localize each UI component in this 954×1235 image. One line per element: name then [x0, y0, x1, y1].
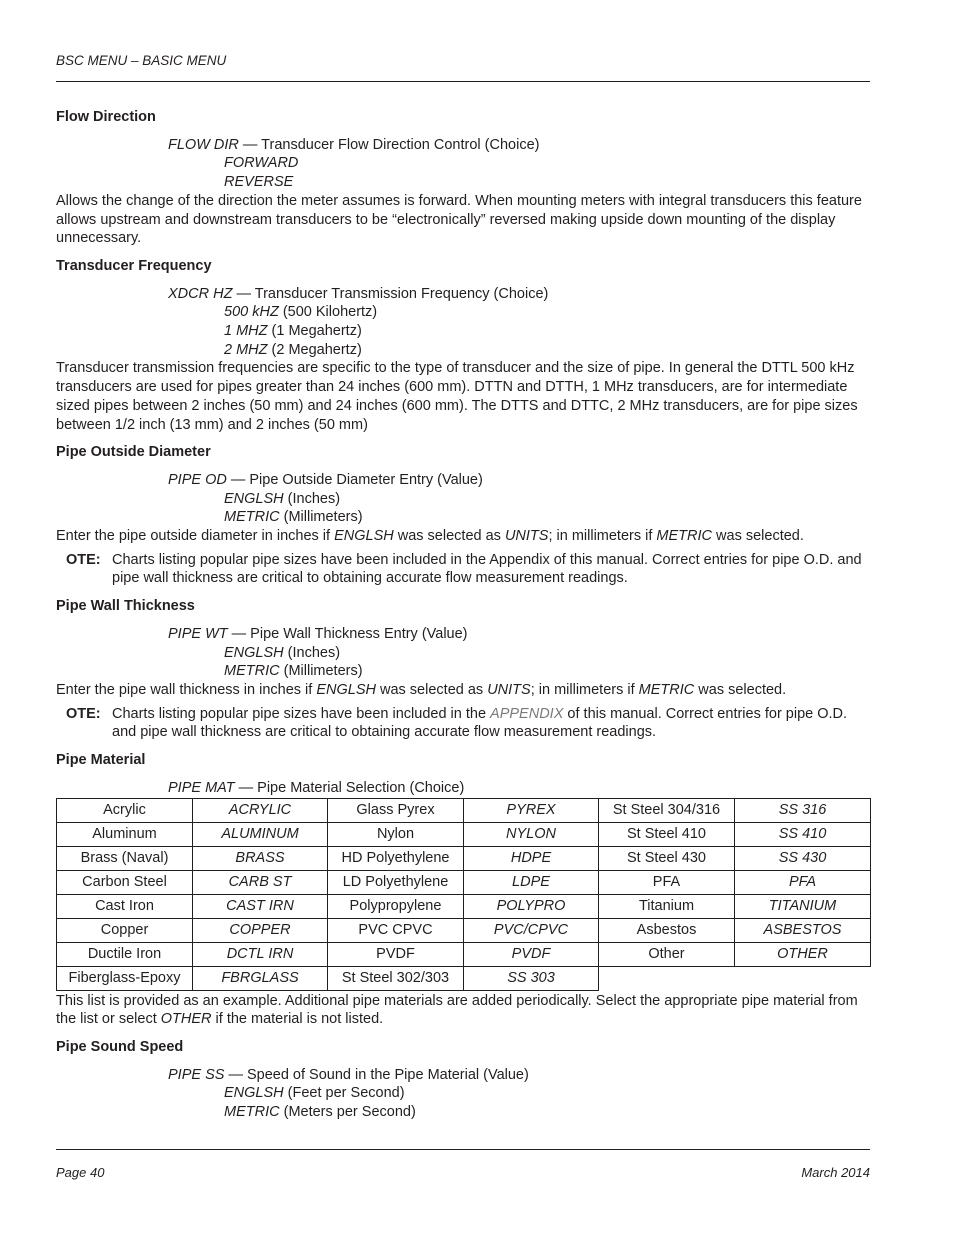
material-name-cell: Brass (Naval) [57, 846, 193, 870]
material-code-cell: SS 316 [735, 798, 871, 822]
menu-description: — Pipe Wall Thickness Entry (Value) [227, 625, 468, 642]
material-code-cell: LDPE [464, 870, 599, 894]
material-name-cell: Nylon [328, 822, 464, 846]
material-code-cell [735, 966, 871, 990]
option-code: 2 MHZ [224, 341, 268, 358]
menu-entry [168, 625, 870, 644]
running-header: BSC MENU – BASIC MENU [56, 53, 227, 68]
option-description: (Millimeters) [279, 663, 363, 680]
section-body: Allows the change of the direction the meter assumes is forward. When mounting meters with integral transducers this feature allows upstream and downstream transducers to be “electronically” reversed making upside down mounting of the display unnecessary. [56, 192, 862, 247]
pipe-material-table [56, 798, 871, 991]
material-name-cell: Acrylic [57, 798, 193, 822]
section-flow-direction [56, 108, 870, 248]
note-text: Charts listing popular pipe sizes have been included in the Appendix of this manual. Correct entries for pipe O.D. and pipe wall thickness are critical to obtaining accurate flow measurement readings. [112, 551, 862, 587]
section-heading: Transducer Frequency [56, 257, 212, 274]
menu-option [224, 1103, 870, 1122]
material-name-cell: HD Polyethylene [328, 846, 464, 870]
menu-description: — Transducer Transmission Frequency (Choice) [232, 285, 549, 302]
table-row [57, 966, 871, 990]
option-description: (Inches) [283, 644, 341, 661]
footer-rule [56, 1149, 870, 1150]
option-code: METRIC [224, 509, 280, 526]
menu-entry [168, 136, 870, 155]
material-name-cell: St Steel 410 [599, 822, 735, 846]
option-description: (Feet per Second) [283, 1085, 405, 1102]
option-code: 500 kHZ [224, 304, 279, 321]
option-description: (500 Kilohertz) [278, 304, 378, 321]
option-code: METRIC [224, 663, 280, 680]
material-code-cell: POLYPRO [464, 894, 599, 918]
material-name-cell: LD Polyethylene [328, 870, 464, 894]
option-description: (Inches) [283, 490, 341, 507]
section-transducer-frequency [56, 257, 870, 434]
material-name-cell: St Steel 302/303 [328, 966, 464, 990]
publication-date: March 2014 [801, 1165, 870, 1180]
option-description: (2 Megahertz) [267, 341, 362, 358]
menu-code: XDCR HZ [168, 285, 233, 302]
note-label: OTE: [66, 705, 101, 722]
menu-description: — Pipe Outside Diameter Entry (Value) [226, 471, 483, 488]
page-number: Page 40 [56, 1165, 105, 1180]
menu-description: — Transducer Flow Direction Control (Choice) [238, 136, 540, 153]
material-name-cell: Titanium [599, 894, 735, 918]
material-name-cell: Fiberglass-Epoxy [57, 966, 193, 990]
menu-entry [168, 285, 870, 304]
material-code-cell: CARB ST [193, 870, 328, 894]
section-pipe-wall-thickness [56, 597, 870, 742]
material-code-cell: SS 430 [735, 846, 871, 870]
material-code-cell: PYREX [464, 798, 599, 822]
material-name-cell: Asbestos [599, 918, 735, 942]
menu-option [224, 644, 870, 663]
material-code-cell: HDPE [464, 846, 599, 870]
section-heading: Pipe Outside Diameter [56, 444, 211, 461]
menu-code: FLOW DIR [168, 136, 239, 153]
menu-entry [168, 779, 870, 798]
material-code-cell: ALUMINUM [193, 822, 328, 846]
section-heading: Pipe Sound Speed [56, 1038, 184, 1055]
material-code-cell: CAST IRN [193, 894, 328, 918]
option-code: ENGLSH [224, 490, 284, 507]
header-rule [56, 81, 870, 82]
menu-code: PIPE SS [168, 1066, 225, 1083]
table-row [57, 846, 871, 870]
menu-code: PIPE OD [168, 471, 227, 488]
menu-option [224, 508, 870, 527]
material-code-cell: COPPER [193, 918, 328, 942]
material-code-cell: ASBESTOS [735, 918, 871, 942]
menu-description: — Speed of Sound in the Pipe Material (Value) [224, 1066, 529, 1083]
section-pipe-sound-speed [56, 1038, 870, 1122]
menu-option [224, 490, 870, 509]
menu-option: REVERSE [224, 174, 294, 191]
material-name-cell: PVC CPVC [328, 918, 464, 942]
menu-option [224, 322, 870, 341]
section-pipe-outside-diameter [56, 443, 870, 588]
section-body: Transducer transmission frequencies are specific to the type of transducer and the size of pipe. In general the DTTL 500 kHz transducers are used for pipes greater than 24 inches (600 mm). DTTN and DTTH, 1 MHz transducers, are for intermediate sized pipes between 2 inches (50 mm) and 24 inches (600 mm). The DTTS and DTTC, 2 MHz transducers, are for pipe sizes between 1/2 inch (13 mm) and 2 inches (50 mm) [56, 360, 858, 433]
menu-option [224, 341, 870, 360]
material-name-cell: St Steel 430 [599, 846, 735, 870]
material-name-cell: Aluminum [57, 822, 193, 846]
table-row [57, 798, 871, 822]
page-content [56, 108, 870, 1131]
material-name-cell: Other [599, 942, 735, 966]
material-name-cell [599, 966, 735, 990]
material-name-cell: Ductile Iron [57, 942, 193, 966]
option-description: (Meters per Second) [279, 1104, 416, 1121]
material-code-cell: SS 410 [735, 822, 871, 846]
manual-page [56, 0, 870, 1235]
material-name-cell: St Steel 304/316 [599, 798, 735, 822]
table-row [57, 918, 871, 942]
material-code-cell: PVC/CPVC [464, 918, 599, 942]
material-name-cell: Glass Pyrex [328, 798, 464, 822]
section-body: Enter the pipe wall thickness in inches if ENGLSH was selected as UNITS; in millimeters if METRIC was selected. [56, 681, 787, 698]
section-body: This list is provided as an example. Additional pipe materials are added periodically. Select the appropriate pipe material from the list or select OTHER if the material is not listed. [56, 992, 858, 1028]
table-row [57, 870, 871, 894]
material-code-cell: DCTL IRN [193, 942, 328, 966]
menu-code: PIPE WT [168, 625, 228, 642]
material-code-cell: PFA [735, 870, 871, 894]
table-row [57, 894, 871, 918]
note [56, 551, 870, 588]
material-code-cell: OTHER [735, 942, 871, 966]
material-code-cell: ACRYLIC [193, 798, 328, 822]
table-row [57, 942, 871, 966]
note-text: Charts listing popular pipe sizes have been included in the APPENDIX of this manual. Correct entries for pipe O.D. and pipe wall thickness are critical to obtaining accurate flow measurement readings. [112, 705, 848, 741]
menu-code: PIPE MAT [168, 779, 235, 796]
material-name-cell: Cast Iron [57, 894, 193, 918]
menu-option [224, 662, 870, 681]
material-code-cell: PVDF [464, 942, 599, 966]
section-heading: Flow Direction [56, 109, 156, 125]
option-description: (1 Megahertz) [267, 323, 362, 340]
material-code-cell: BRASS [193, 846, 328, 870]
note-label: OTE: [66, 551, 101, 568]
section-heading: Pipe Wall Thickness [56, 598, 195, 615]
menu-option [224, 303, 870, 322]
option-code: 1 MHZ [224, 323, 268, 340]
menu-entry [168, 471, 870, 490]
material-name-cell: Carbon Steel [57, 870, 193, 894]
material-name-cell: PFA [599, 870, 735, 894]
table-row [57, 822, 871, 846]
option-code: ENGLSH [224, 1085, 284, 1102]
menu-description: — Pipe Material Selection (Choice) [234, 779, 465, 796]
appendix-link[interactable]: APPENDIX [490, 705, 564, 722]
material-code-cell: NYLON [464, 822, 599, 846]
option-code: METRIC [224, 1104, 280, 1121]
material-name-cell: PVDF [328, 942, 464, 966]
material-name-cell: Copper [57, 918, 193, 942]
material-code-cell: FBRGLASS [193, 966, 328, 990]
section-body: Enter the pipe outside diameter in inches if ENGLSH was selected as UNITS; in millimeters if METRIC was selected. [56, 528, 804, 545]
section-heading: Pipe Material [56, 752, 146, 769]
section-pipe-material [56, 751, 870, 1029]
menu-option: FORWARD [224, 155, 299, 172]
material-code-cell: SS 303 [464, 966, 599, 990]
option-description: (Millimeters) [279, 509, 363, 526]
option-code: ENGLSH [224, 644, 284, 661]
menu-option [224, 1084, 870, 1103]
material-name-cell: Polypropylene [328, 894, 464, 918]
menu-entry [168, 1066, 870, 1085]
note [56, 705, 870, 742]
material-code-cell: TITANIUM [735, 894, 871, 918]
